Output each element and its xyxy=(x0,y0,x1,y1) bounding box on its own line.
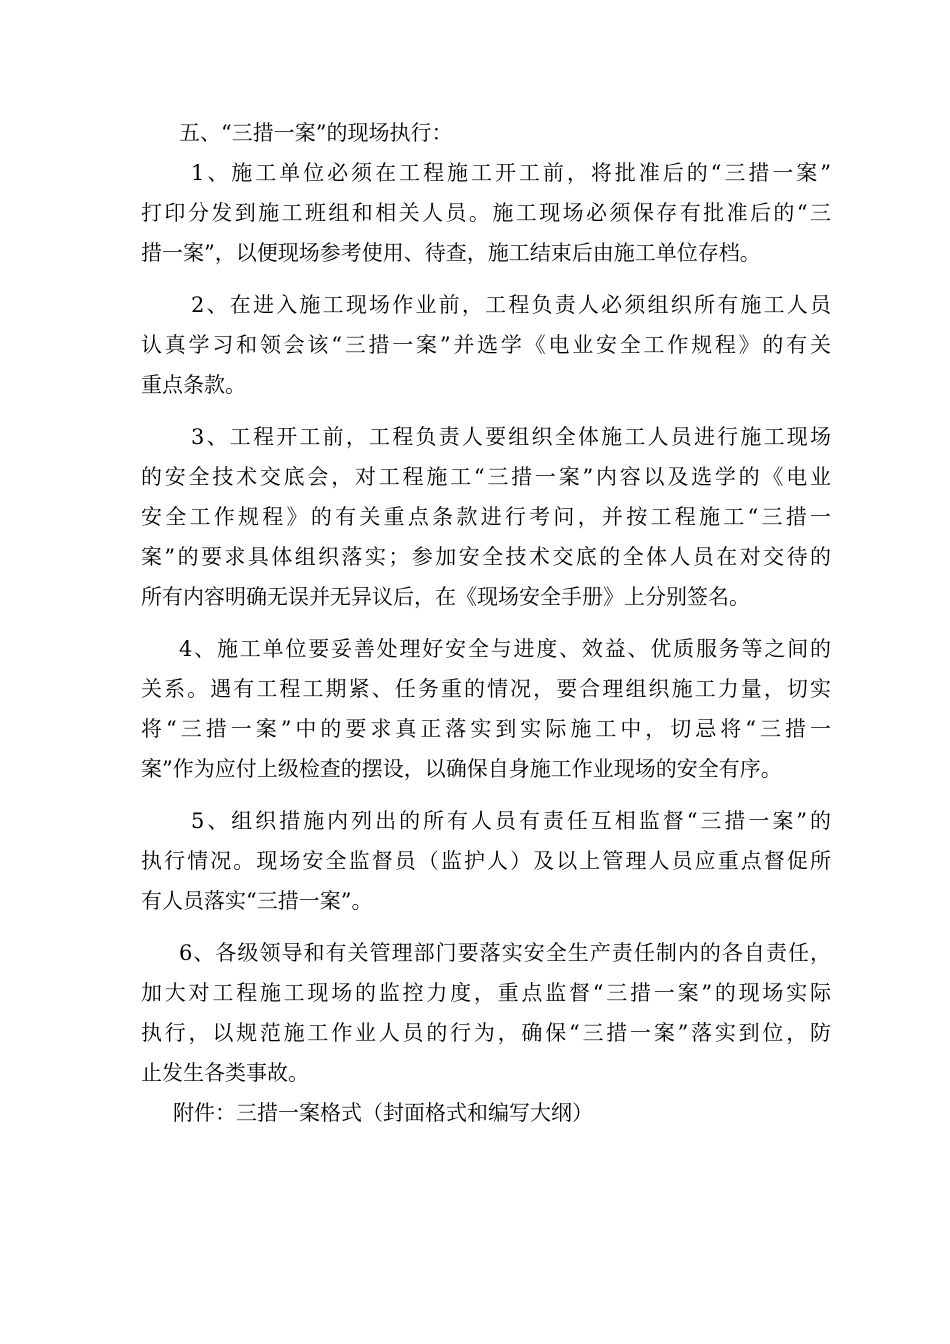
paragraph-line: 执行情况。现场安全监督员（监护人）及以上管理人员应重点督促所 xyxy=(141,849,831,873)
document-body xyxy=(141,113,831,1133)
paragraph-4 xyxy=(141,629,831,789)
paragraph-line: 2、在进入施工现场作业前，工程负责人必须组织所有施工人员 xyxy=(191,293,831,317)
paragraph-line: 止发生各类事故。 xyxy=(141,1061,309,1085)
paragraph-line: 6、各级领导和有关管理部门要落实安全生产责任制内的各自责任， xyxy=(179,941,831,965)
paragraph-line: 4、施工单位要妥善处理好安全与进度、效益、优质服务等之间的 xyxy=(179,637,831,661)
paragraph-line: 1、施工单位必须在工程施工开工前，将批准后的“三措一案” xyxy=(191,161,831,185)
paragraph-line: 加大对工程施工现场的监控力度，重点监督“三措一案”的现场实际 xyxy=(141,981,831,1005)
paragraph-5 xyxy=(141,801,831,921)
paragraph-line: 5、组织措施内列出的所有人员有责任互相监督“三措一案”的 xyxy=(191,809,831,833)
paragraph-line: 的安全技术交底会，对工程施工“三措一案”内容以及选学的《电业 xyxy=(141,465,831,489)
paragraph-1 xyxy=(141,153,831,273)
paragraph-3 xyxy=(141,417,831,617)
paragraph-6 xyxy=(141,933,831,1093)
paragraph-line: 重点条款。 xyxy=(141,373,246,397)
paragraph-line: 安全工作规程》的有关重点条款进行考问，并按工程施工“三措一 xyxy=(141,505,831,529)
paragraph-line: 关系。遇有工程工期紧、任务重的情况，要合理组织施工力量，切实 xyxy=(141,677,831,701)
paragraph-line: 案”的要求具体组织落实；参加安全技术交底的全体人员在对交待的 xyxy=(141,545,831,569)
paragraph-line: 将“三措一案”中的要求真正落实到实际施工中，切忌将“三措一 xyxy=(141,717,831,741)
paragraph-line: 所有内容明确无误并无异议后，在《现场安全手册》上分别签名。 xyxy=(141,585,750,609)
section-heading: 五、“三措一案”的现场执行： xyxy=(179,121,453,145)
paragraph-line: 措一案”，以便现场参考使用、待查，施工结束后由施工单位存档。 xyxy=(141,241,761,265)
paragraph-line: 有人员落实“三措一案”。 xyxy=(141,889,373,913)
paragraph-2 xyxy=(141,285,831,405)
paragraph-line: 打印分发到施工班组和相关人员。施工现场必须保存有批准后的“三 xyxy=(141,201,831,225)
paragraph-line: 案”作为应付上级检查的摆设，以确保自身施工作业现场的安全有序。 xyxy=(141,757,782,781)
paragraph-line: 3、工程开工前，工程负责人要组织全体施工人员进行施工现场 xyxy=(191,425,831,449)
paragraph-line: 认真学习和领会该“三措一案”并选学《电业安全工作规程》的有关 xyxy=(141,333,831,357)
attachment-note: 附件：三措一案格式（封面格式和编写大纲） xyxy=(173,1101,593,1125)
paragraph-line: 执行，以规范施工作业人员的行为，确保“三措一案”落实到位，防 xyxy=(141,1021,831,1045)
